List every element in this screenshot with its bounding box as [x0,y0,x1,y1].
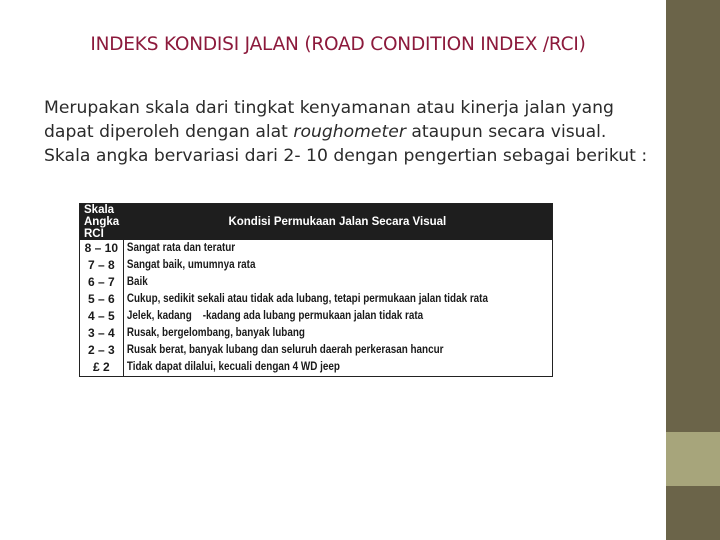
body-line-3: Skala angka bervariasi dari 2- 10 dengan pengertian sebagai berikut : [44,146,648,166]
table-row [80,291,553,308]
table-row [80,325,553,342]
rci-table [79,203,553,377]
slide-body-text [44,96,656,168]
table-row [80,359,553,377]
condition-cell: Sangat rata dan teratur [127,242,236,254]
header-condition: Kondisi Permukaan Jalan Secara Visual [123,204,552,241]
body-line-2-end: ataupun secara visual. [405,122,607,142]
scale-cell: 7 – 8 [80,257,124,274]
body-line-2 [44,120,656,144]
scale-cell: 4 – 5 [80,308,124,325]
table-header-row [80,204,553,241]
table-row [80,274,553,291]
scale-cell: 6 – 7 [80,274,124,291]
condition-cell: Rusak, bergelombang, banyak lubang [127,327,306,339]
scale-cell: 5 – 6 [80,291,124,308]
condition-cell: Sangat baik, umumnya rata [127,259,256,271]
table-row [80,257,553,274]
scale-cell: £ 2 [80,359,124,377]
condition-cell: Tidak dapat dilalui, kecuali dengan 4 WD jeep [127,361,341,373]
condition-cell: Baik [127,276,148,288]
table-row [80,240,553,257]
scale-cell: 3 – 4 [80,325,124,342]
slide-title: INDEKS KONDISI JALAN (ROAD CONDITION INDEX /RCI) [90,34,586,55]
header-scale: Skala Angka RCI [80,204,124,241]
scale-cell: 2 – 3 [80,342,124,359]
table-row [80,308,553,325]
sidebar-decor-bottom [666,486,720,540]
body-line-2-italic: roughometer [293,122,406,142]
body-line-2-start: dapat diperoleh dengan alat [44,122,294,142]
sidebar-decor-middle [666,432,720,486]
condition-cell: Jelek, kadang -kadang ada lubang permukaan jalan tidak rata [127,310,424,322]
body-line-1: Merupakan skala dari tingkat kenyamanan atau kinerja jalan yang [44,98,614,118]
condition-cell: Rusak berat, banyak lubang dan seluruh daerah perkerasan hancur [127,344,444,356]
condition-cell: Cukup, sedikit sekali atau tidak ada lubang, tetapi permukaan jalan tidak rata [127,293,489,305]
table-row [80,342,553,359]
sidebar-decor-top [666,0,720,432]
scale-cell: 8 – 10 [80,240,124,257]
